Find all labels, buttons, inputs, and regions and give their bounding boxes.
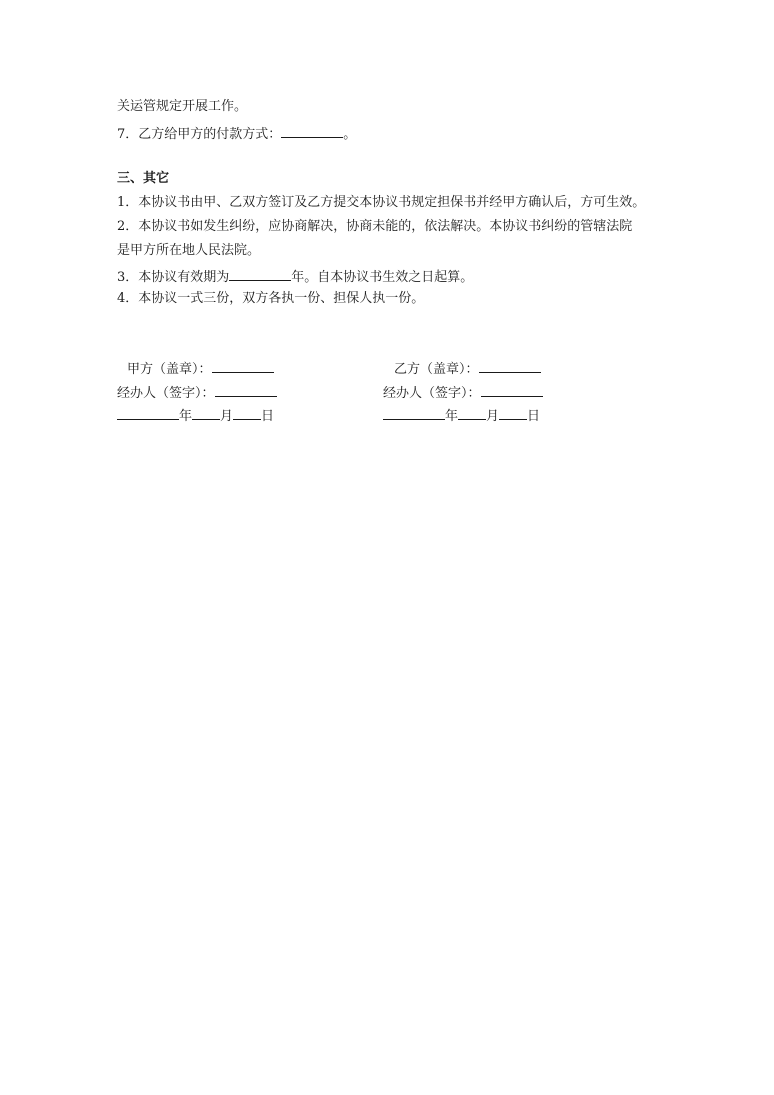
party-b-month-blank (458, 406, 486, 420)
party-a-month-blank (192, 406, 220, 420)
party-a-year-blank (117, 406, 179, 420)
party-a-day-blank (233, 406, 261, 420)
section-heading: 三、其它 (117, 171, 170, 186)
party-b-agent-line: 经办人（签字）： (383, 383, 543, 402)
party-a-seal-line: 甲方（盖章）： (127, 359, 274, 378)
party-b-day-blank (499, 406, 527, 420)
party-a-agent-blank (215, 383, 277, 397)
clause-3-4: 4．本协议一式三份，双方各执一份、担保人执一份。 (117, 291, 425, 306)
validity-period-blank (229, 267, 291, 281)
party-a-agent-line: 经办人（签字）： (117, 383, 277, 402)
payment-method-blank (281, 124, 343, 138)
party-b-year-blank (383, 406, 445, 420)
party-a-date-line: 年 月 日 (117, 406, 274, 425)
party-b-seal-line: 乙方（盖章）： (394, 359, 541, 378)
party-b-agent-blank (481, 383, 543, 397)
clause-7: 7．乙方给甲方的付款方式： 。 (117, 124, 356, 143)
clause-3-2-line2: 是甲方所在地人民法院。 (117, 243, 261, 258)
clause-3-3: 3．本协议有效期为 年。自本协议书生效之日起算。 (117, 267, 473, 286)
clause-3-2-line1: 2．本协议书如发生纠纷，应协商解决，协商未能的，依法解决。本协议书纠纷的管辖法院 (117, 219, 633, 234)
clause-continuation: 关运管规定开展工作。 (117, 99, 248, 114)
party-b-date-line: 年 月 日 (383, 406, 540, 425)
party-b-seal-blank (479, 359, 541, 373)
party-a-seal-blank (212, 359, 274, 373)
clause-3-1: 1．本协议书由甲、乙双方签订及乙方提交本协议书规定担保书并经甲方确认后，方可生效。 (117, 195, 646, 210)
